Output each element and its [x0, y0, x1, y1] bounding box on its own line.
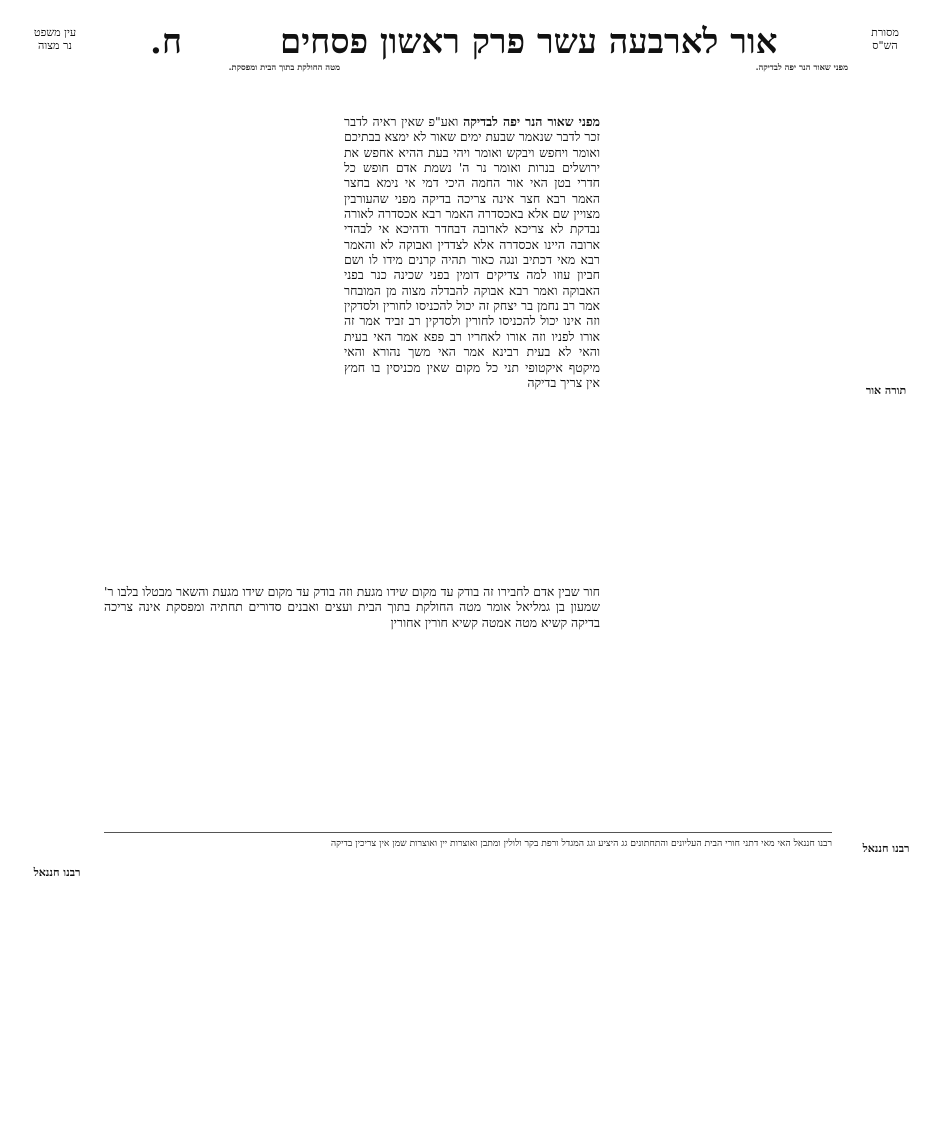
tosafot-column: [104, 62, 340, 582]
torah-or-label: תורה אור: [865, 384, 907, 397]
gemara-main-text-wide: [104, 584, 600, 824]
bottom-commentary: [104, 838, 832, 1072]
tosafot-heading: מטה החולקת בתוך הבית ומפסקת.: [228, 62, 340, 72]
rashi-column: [612, 62, 848, 822]
gemara-body-continued: חור שבין אדם לחבירו זה בודק עד מקום שידו מגעת וזה בודק עד מקום שידו מגעת והשאר מבטלו בלבו ר' שמעון בן גמליאל אומר מטה החולקת בתוך הבית ועצים ואבנים סדורים תחתיה ומפסקת אינה צריכה בדיקה קשיא מטה אמטה קשיא חורין אחורין: [104, 584, 600, 630]
ein-mishpat-notes: [16, 62, 98, 332]
rabbeinu-chananel-right-text: [856, 860, 920, 1075]
gemara-heading: מפני שאור הנר יפה לבדיקה: [463, 114, 600, 129]
page-title: אור לארבעה עשר פרק ראשון פסחים: [280, 22, 778, 62]
masoret-hashas-header: מסורת הש"ס: [871, 26, 899, 52]
ein-mishpat-header: עין משפט נר מצוה: [33, 26, 77, 52]
rabbeinu-chananel-label-left: רבנו חננאל: [33, 866, 81, 879]
bottom-commentary-text: רבנו חננאל האי מאי דתני חורי הבית העליונים והתחתונים גג היציע וגג המגדל ורפת בקר ולולין ומתבן ואוצרות יין ואוצרות שמן אין צריכין בדיקה: [330, 838, 832, 849]
rashi-heading: מפני שאור הנר יפה לבדיקה.: [755, 62, 848, 72]
gemara-main-text: [344, 114, 600, 584]
torah-or-text: [856, 402, 920, 832]
rabbeinu-chananel-label-right: רבנו חננאל: [862, 842, 910, 855]
rabbeinu-chananel-left-text: [16, 884, 98, 1074]
masoret-notes: [866, 62, 920, 292]
folio-number: ח.: [150, 22, 182, 62]
gemara-body: ואע"פ שאין ראיה לדבר זכר לדבר שנאמר שבעת ימים שאור לא ימצא בבתיכם ואומר ויחפש ויבקש ואומר ויהי בעת ההיא אחפש את ירושלים בנרות ואומר נר ה' נשמת אדם חופש כל חדרי בטן האי אור החמה היכי דמי אי נימא בחצר האמר רבא חצר אינה צריכה בדיקה מפני שהעורבין מצויין שם אלא באכסדרה האמר רבא אכסדרה לאורה נבדקת לא צריכא לארובה דבחדר ודהיכא אי לבהדי ארובה היינו אכסדרה אלא לצדדין ואבוקה לא והאמר רבא מאי דכתיב ונגה כאור תהיה קרנים מידו לו ושם חביון עוזו למה צדיקים דומין בפני שכינה כנר בפני האבוקה ואמר רבא אבוקה להבדלה מצוה מן המובחר אמר רב נחמן בר יצחק זה יכול להכניסו לחורין ולסדקין וזה אינו יכול להכניסו לחורין ולסדקין רב זביד אמר זה אורו לפניו וזה אורו לאחריו רב פפא אמר האי בעית והאי לא בעית רבינא אמר האי משך נהורא והאי מיקטף איקטופי תני כל מקום שאין מכניסין בו חמץ אין צריך בדיקה: [344, 114, 600, 390]
divider: [104, 832, 832, 833]
